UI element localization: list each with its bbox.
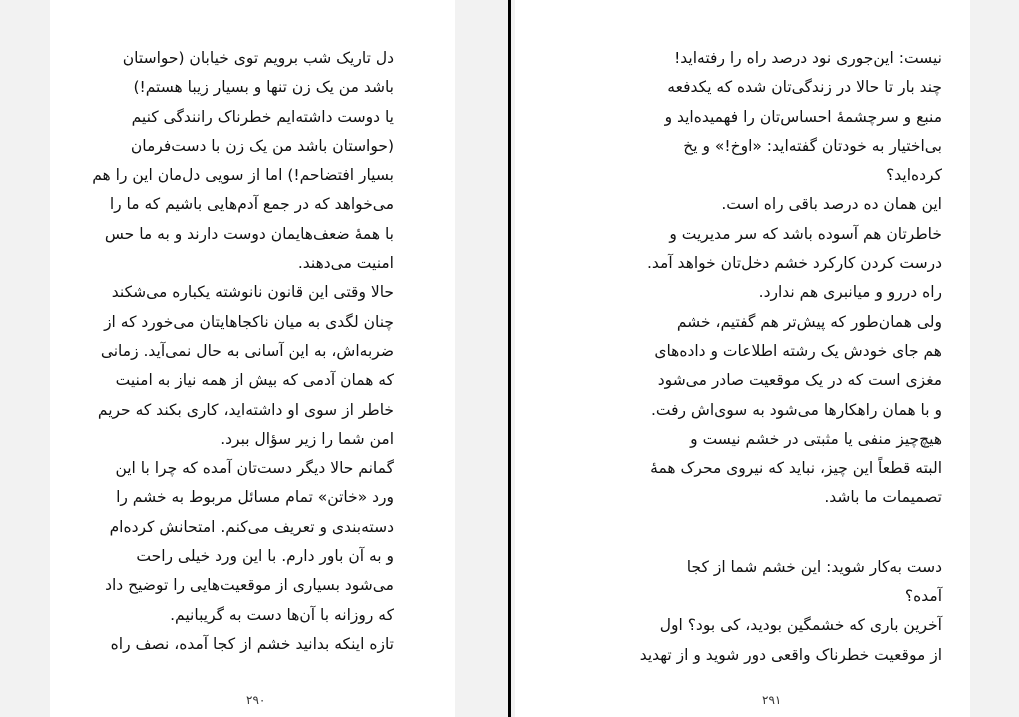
text-line: هیچ‌چیز منفی یا مثبتی در خشم نیست و: [690, 429, 942, 448]
text-line: و با همان راهکارها می‌شود به سوی‌اش رفت.: [650, 400, 942, 419]
text-line: حالا وقتی این قانون نانوشته یکباره می‌شکند: [111, 283, 394, 302]
text-line: [562, 513, 942, 553]
text-line: باشد من یک زن تنها و بسیار زیبا هستم!): [133, 78, 394, 97]
text-line: البته قطعاً این چیز، نباید که نیروی محرک همهٔ: [650, 459, 942, 478]
text-line: چند بار تا حالا در زندگی‌تان شده که یکدفعه: [667, 78, 942, 97]
text-line: آخرین باری که خشمگین بودید، کی بود؟ اول: [659, 616, 942, 635]
text-line: می‌خواهد که در جمع آدم‌هایی باشیم که ما را: [109, 195, 394, 214]
text-line: ورد «خاتن» تمام مسائل مربوط به خشم را: [116, 488, 394, 507]
text-line: کرده‌اید؟: [886, 166, 942, 185]
text-line: با همهٔ ضعف‌هایمان دوست دارند و به ما حس: [104, 224, 394, 243]
left-page-number: ۲۹۰: [246, 693, 266, 707]
text-line: گمانم حالا دیگر دست‌تان آمده که چرا با این: [115, 459, 394, 478]
text-line: امن شما را زیر سؤال ببرد.: [220, 429, 394, 448]
text-line: منبع و سرچشمهٔ احساس‌تان را فهمیده‌اید و: [664, 107, 942, 126]
text-line: خاطر از سوی او داشته‌اید، کاری بکند که حریم: [97, 400, 394, 419]
text-line: خاطرتان هم آسوده باشد که سر مدیریت و: [669, 224, 942, 243]
text-line: و به آن باور دارم. با این ورد خیلی راحت: [136, 547, 394, 566]
text-line: راه دررو و میانبری هم ندارد.: [758, 283, 942, 302]
text-line: چنان لگدی به میان ناکجاهایتان می‌خورد که از: [104, 312, 394, 331]
text-line: ضربه‌اش، به این آسانی به حال نمی‌آید. زمانی: [100, 341, 394, 360]
text-line: بی‌اختیار به خودتان گفته‌اید: «اوخ!» و یخ: [683, 136, 942, 155]
text-line: از موقعیت خطرناک واقعی دور شوید و از تهدید: [639, 645, 942, 664]
text-line: تصمیمات ما باشد.: [824, 488, 942, 507]
text-line: که روزانه با آن‌ها دست به گریبانیم.: [170, 605, 394, 624]
text-line: نیست: این‌جوری نود درصد راه را رفته‌اید!: [674, 49, 942, 67]
text-line: درست کردن کارکرد خشم دخل‌تان خواهد آمد.: [646, 254, 942, 273]
text-line: امنیت می‌دهند.: [297, 254, 394, 273]
text-line: می‌شود بسیاری از موقعیت‌هایی را توضیح داد: [105, 576, 394, 595]
left-page: [50, 0, 455, 717]
text-line: هم جای خودش یک رشته اطلاعات و داده‌های: [654, 341, 942, 360]
text-line: آمده؟: [904, 587, 942, 606]
text-line: دست به‌کار شوید: این خشم شما از کجا: [686, 557, 942, 576]
text-line: یا دوست داشته‌ایم خطرناک رانندگی کنیم: [131, 107, 394, 126]
text-line: این همان ده درصد باقی راه است.: [721, 195, 942, 214]
right-page-number: ۲۹۱: [762, 693, 782, 707]
text-line: دسته‌بندی و تعریف می‌کنم. امتحانش کرده‌ام: [109, 517, 394, 536]
text-line: (حواستان باشد من یک زن با دست‌فرمان: [130, 136, 394, 155]
right-page-text: [562, 44, 942, 670]
right-page: [515, 0, 970, 717]
text-line: تازه اینکه بدانید خشم از کجا آمده، نصف راه: [110, 634, 394, 653]
text-line: بسیار افتضاحم!) اما از سویی دل‌مان این را هم: [92, 166, 394, 185]
book-spine: [508, 0, 511, 717]
text-line: دل تاریک شب برویم توی خیابان (حواستان: [122, 49, 394, 67]
text-line: ولی همان‌طور که پیش‌تر هم گفتیم، خشم: [676, 312, 942, 331]
text-line: که همان آدمی که بیش از همه نیاز به امنیت: [115, 371, 394, 390]
text-line: مغزی است که در یک موقعیت صادر می‌شود: [657, 371, 942, 390]
left-page-text: [54, 44, 394, 659]
